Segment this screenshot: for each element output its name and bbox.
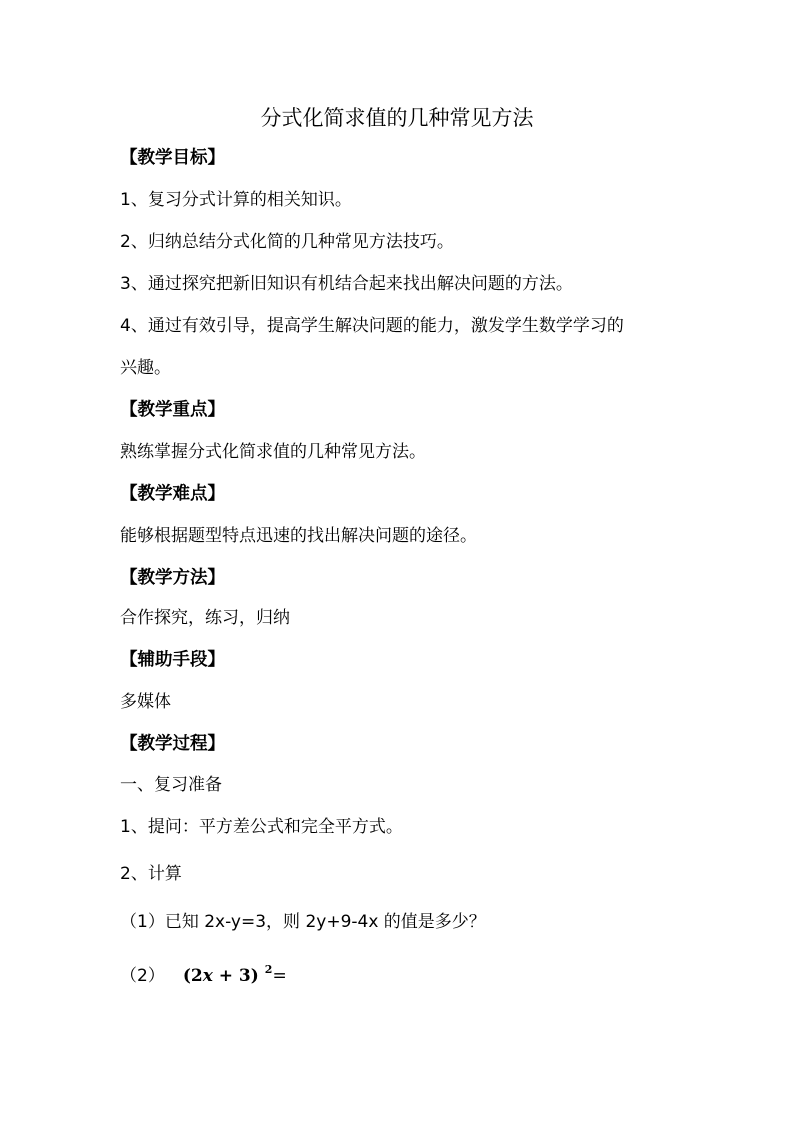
- difficulties-text: 能够根据题型特点迅速的找出解决问题的途径。: [120, 526, 477, 546]
- aids-text: 多媒体: [120, 692, 171, 712]
- methods-text: 合作探究，练习，归纳: [120, 608, 290, 628]
- section-heading-difficulties: 【教学难点】: [120, 484, 225, 504]
- process-item-1: 1、提问：平方差公式和完全平方式。: [120, 817, 403, 837]
- document-title: 分式化简求值的几种常见方法: [260, 106, 534, 130]
- goal-item-1: 1、复习分式计算的相关知识。: [120, 190, 352, 210]
- question-2: [120, 958, 287, 988]
- goal-item-4-line1: 4、通过有效引导，提高学生解决问题的能力，激发学生数学学习的: [120, 316, 624, 336]
- goal-item-4-line2: 兴趣。: [120, 358, 171, 378]
- expr-rest: + 3): [212, 966, 259, 986]
- process-section-1: 一、复习准备: [120, 775, 222, 795]
- question-2-expression: [182, 963, 287, 986]
- section-heading-methods: 【教学方法】: [120, 568, 225, 588]
- key-points-text: 熟练掌握分式化简求值的几种常见方法。: [120, 442, 426, 462]
- expr-open: (2: [182, 966, 203, 986]
- goal-item-3: 3、通过探究把新旧知识有机结合起来找出解决问题的方法。: [120, 274, 573, 294]
- goal-item-2: 2、归纳总结分式化简的几种常见方法技巧。: [120, 232, 454, 252]
- expr-variable: x: [202, 966, 213, 986]
- question-2-label: （2）: [120, 966, 165, 986]
- process-item-2: 2、计算: [120, 864, 182, 884]
- expr-exponent: 2: [264, 963, 273, 976]
- section-heading-goals: 【教学目标】: [120, 148, 225, 168]
- section-heading-process: 【教学过程】: [120, 734, 225, 754]
- section-heading-aids: 【辅助手段】: [120, 650, 225, 670]
- section-heading-key-points: 【教学重点】: [120, 400, 225, 420]
- expr-equals: =: [272, 966, 287, 986]
- question-1: （1）已知 2x-y=3，则 2y+9-4x 的值是多少？: [120, 912, 486, 932]
